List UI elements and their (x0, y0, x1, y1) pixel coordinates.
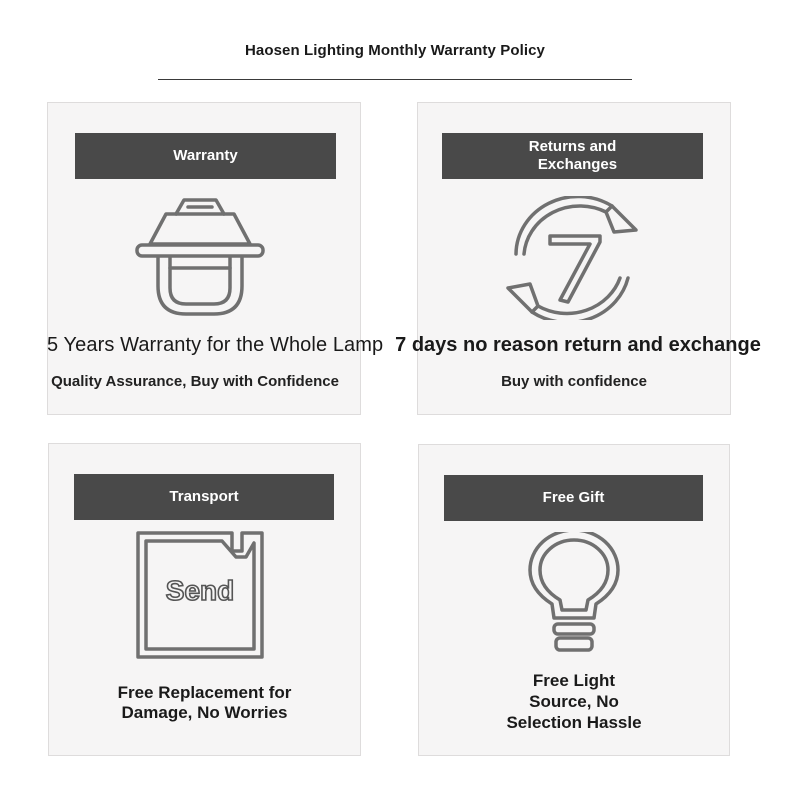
title-divider (158, 79, 632, 80)
returns-banner (442, 133, 703, 179)
transport-line2: Damage, No Worries (121, 703, 288, 722)
returns-headline: 7 days no reason return and exchange (395, 334, 761, 356)
package-send-label: Send (165, 575, 235, 606)
gift-line3: Selection Hassle (506, 713, 642, 732)
lamp-icon (130, 194, 270, 326)
gift-banner (444, 475, 703, 521)
gift-line2: Source, No (529, 692, 619, 711)
transport-banner-label: Transport (169, 488, 239, 505)
transport-line1: Free Replacement for (117, 683, 292, 702)
warranty-headline: 5 Years Warranty for the Whole Lamp (47, 334, 384, 356)
gift-line1: Free Light (532, 671, 616, 690)
warranty-banner-label: Warranty (173, 147, 238, 164)
gift-banner-label: Free Gift (542, 489, 605, 506)
transport-banner (74, 474, 334, 520)
warranty-banner (75, 133, 336, 179)
page-title: Haosen Lighting Monthly Warranty Policy (244, 42, 546, 59)
returns-banner-label-line1: Returns and (528, 138, 617, 155)
returns-banner-label-line2: Exchanges (537, 156, 618, 173)
light-bulb-icon (526, 532, 622, 656)
returns-subtext: Buy with confidence (501, 373, 647, 390)
warranty-subtext: Quality Assurance, Buy with Confidence (51, 373, 339, 390)
seven-day-cycle-icon (502, 196, 642, 320)
